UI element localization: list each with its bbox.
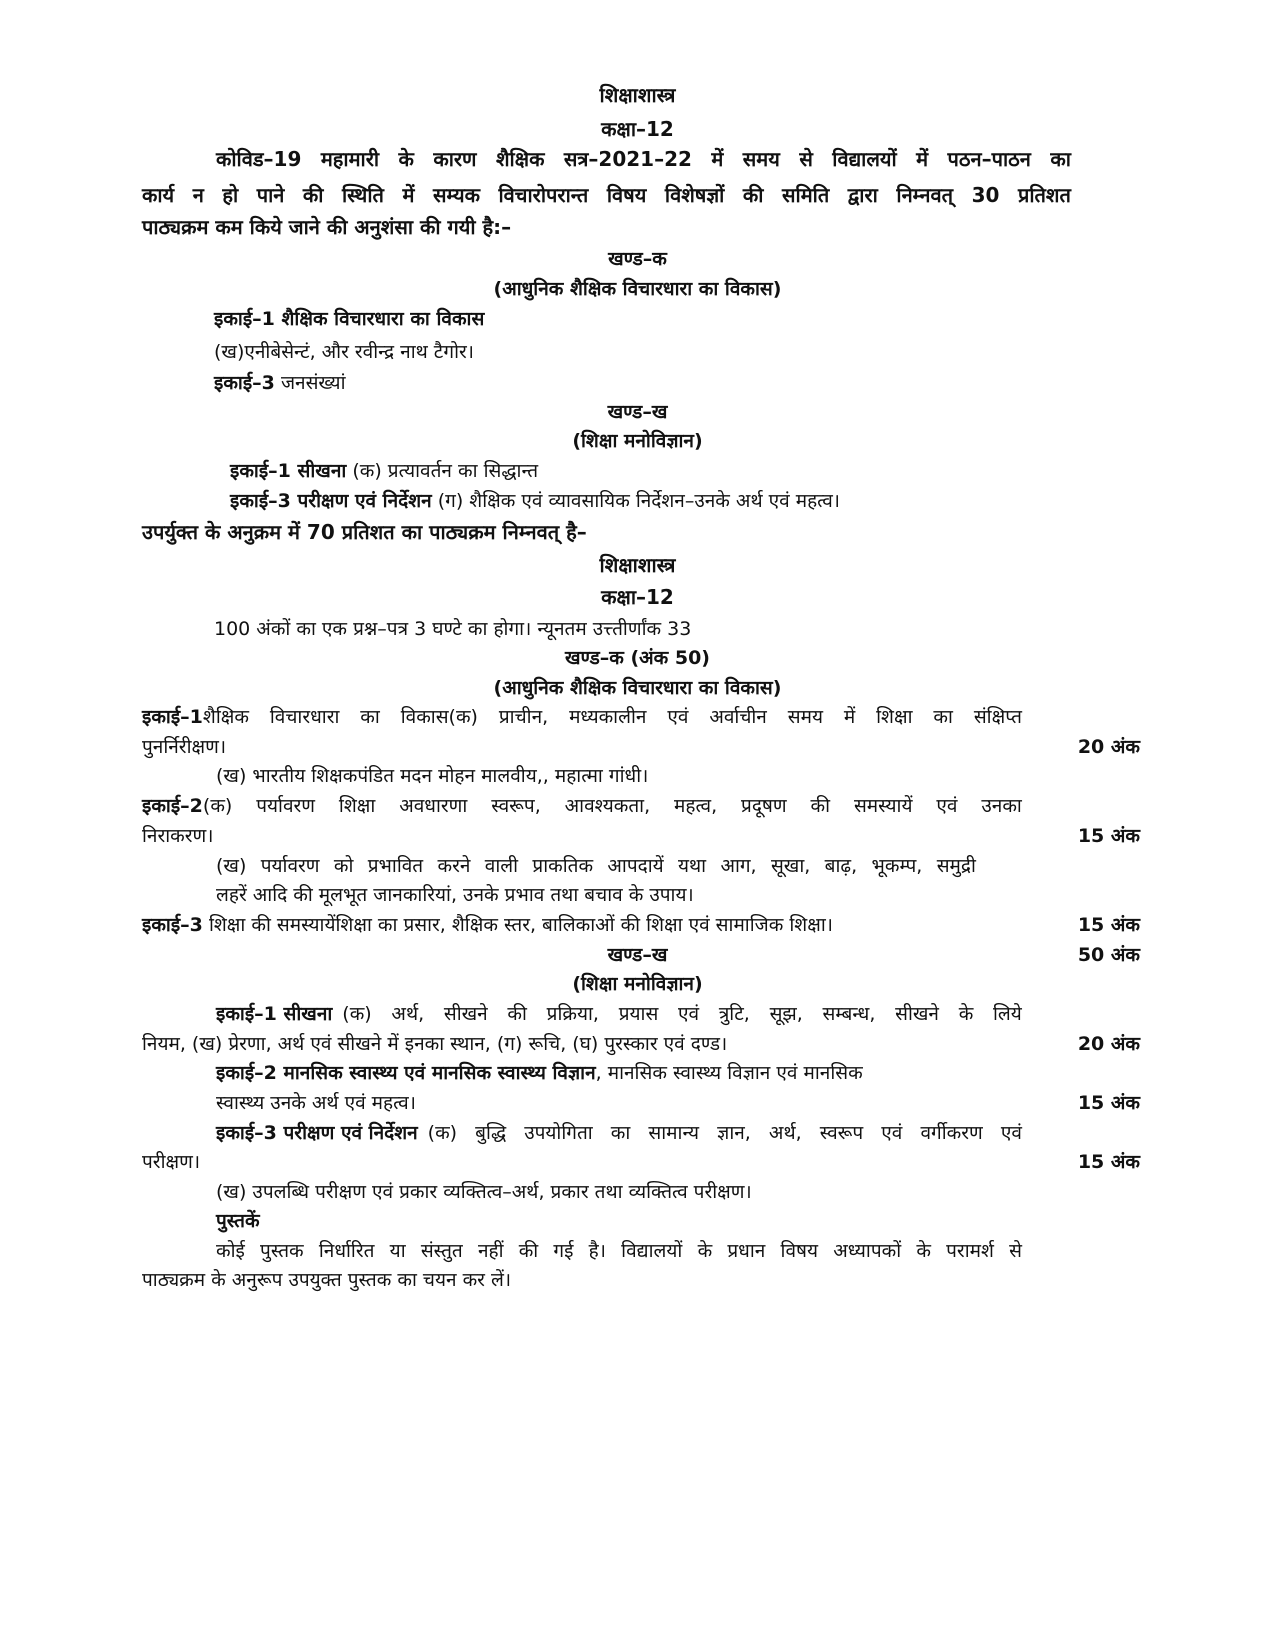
b-unit3-line-2: परीक्षण। (142, 1151, 201, 1173)
word: द्वारा (847, 183, 878, 207)
word: पाने (256, 183, 285, 207)
word: की (507, 1003, 527, 1025)
b-unit2-line-2: स्वास्थ्य उनके अर्थ एवं महत्व। (216, 1092, 416, 1114)
section-b-marks: 50 अंक (1077, 944, 1140, 966)
word: से (1009, 1240, 1022, 1262)
word: के (958, 1003, 974, 1025)
unit2-item-b-line-2: लहरें आदि की मूलभूत जानकारियां, उनके प्रभाव तथा बचाव के उपाय। (216, 884, 694, 906)
unit1-line-2: पुनर्निरीक्षण। (142, 736, 227, 758)
exam-info: 100 अंकों का एक प्रश्न–पत्र 3 घण्टे का होगा। न्यूनतम उत्त्तीर्णांक 33 (214, 618, 692, 640)
unit-label: इकाई–1 सीखना (230, 460, 347, 482)
word: हो (222, 183, 239, 207)
word: आपदायें (607, 855, 664, 877)
syllabus-section-a-subtitle: (आधुनिक शैक्षिक विचारधारा का विकास) (493, 677, 782, 699)
unit2-line-1 (142, 793, 1022, 819)
intro-line-2 (142, 182, 1071, 208)
word: कोई (216, 1240, 245, 1262)
word: समस्यायें (853, 795, 913, 817)
syllabus-section-b-title: खण्ड–ख (607, 944, 668, 966)
b-unit3-marks: 15 अंक (1077, 1151, 1140, 1173)
syllabus-class-title: कक्षा–12 (601, 585, 674, 609)
word: समय (787, 706, 823, 728)
word: बुद्धि (475, 1122, 507, 1144)
word: स्थिति (341, 183, 384, 207)
word: अर्वाचीन (709, 706, 767, 728)
word: सीखने (895, 1003, 939, 1025)
reduced-section-a-title: खण्ड–क (608, 248, 667, 270)
b-unit3-line-1 (216, 1120, 1022, 1146)
word: यथा (678, 855, 707, 877)
unit3-line (142, 912, 833, 938)
word: निम्नवत् (896, 183, 954, 207)
word: भूकम्प, (871, 855, 923, 877)
word: प्राकतिक (532, 855, 594, 877)
reduced-a-unit3 (214, 370, 346, 396)
word: लिये (993, 1003, 1022, 1025)
word: समिति (782, 183, 830, 207)
reduced-section-b-title: खण्ड–ख (607, 401, 668, 423)
word: कोविड–19 (216, 147, 302, 171)
intro-line-1 (216, 146, 1071, 172)
word: एवं (667, 706, 689, 728)
word: प्रक्रिया, (546, 1003, 599, 1025)
unit2-line-2: निराकरण। (142, 825, 214, 847)
word: अर्थ, (768, 1122, 802, 1144)
word: शिक्षा (876, 706, 913, 728)
unit-text: (ग) शैक्षिक एवं व्यावसायिक निर्देशन–उनके अर्थ एवं महत्व। (431, 490, 840, 512)
word: का (933, 706, 953, 728)
word: अध्यापकों (833, 1240, 902, 1262)
reduced-section-b-subtitle: (शिक्षा मनोविज्ञान) (572, 430, 703, 452)
word: विशेषज्ञों (664, 183, 725, 207)
reduced-b-unit1 (230, 458, 538, 484)
word: सूखा, (770, 855, 811, 877)
word: समुद्री (936, 855, 976, 877)
word: (क) (342, 1003, 372, 1025)
word: एवं (881, 1122, 903, 1144)
word: अर्थ, (391, 1003, 425, 1025)
unit-text (203, 704, 1022, 730)
word: है। (588, 1240, 606, 1262)
word: से (799, 147, 813, 171)
word: न (192, 183, 204, 207)
word: ज्ञान, (717, 1122, 751, 1144)
word: करने (437, 855, 471, 877)
word: की (742, 183, 764, 207)
word: समय (742, 147, 780, 171)
word: कारण (433, 147, 477, 171)
word: वर्गीकरण (920, 1122, 983, 1144)
word: की (302, 183, 324, 207)
word: पर्यावरण (260, 855, 320, 877)
unit-text (428, 1120, 1022, 1146)
b-unit2-marks: 15 अंक (1077, 1092, 1140, 1114)
b-unit1-line-2: नियम, (ख) प्रेरणा, अर्थ एवं सीखने में इनका स्थान, (ग) रूचि, (घ) पुरस्कार एवं दण्ड। (142, 1033, 728, 1055)
word: महामारी (320, 147, 380, 171)
unit-text: , मानसिक स्वास्थ्य विज्ञान एवं मानसिक (595, 1062, 863, 1084)
word: स्वरूप, (491, 795, 541, 817)
word: सम्यक (432, 183, 480, 207)
unit-label: इकाई–3 परीक्षण एवं निर्देशन (216, 1122, 418, 1144)
transition-line: उपर्युक्त के अनुक्रम में 70 प्रतिशत का पाठ्यक्रम निम्नवत् है– (142, 520, 587, 544)
unit2-marks: 15 अंक (1077, 825, 1140, 847)
unit3-marks: 15 अंक (1077, 914, 1140, 936)
unit1-marks: 20 अंक (1077, 736, 1140, 758)
word: में (916, 147, 929, 171)
word: विकास(क) (400, 706, 478, 728)
word: या (389, 1240, 406, 1262)
reduced-a-unit1-heading: इकाई–1 शैक्षिक विचारधारा का विकास (214, 308, 485, 330)
word: प्रधान (727, 1240, 766, 1262)
b-unit2-line-1 (216, 1060, 863, 1086)
word: उनका (981, 795, 1022, 817)
word: में (843, 706, 856, 728)
word: सत्र–2021–22 (563, 147, 692, 171)
intro-line-3: पाठ्यक्रम कम किये जाने की अनुशंसा की गयी है:– (142, 215, 512, 239)
word: आग, (720, 855, 757, 877)
word: का (360, 706, 380, 728)
word: निर्धारित (318, 1240, 375, 1262)
word: का (1050, 147, 1071, 171)
word: शैक्षिक (202, 706, 249, 728)
word: त्रुटि, (718, 1003, 750, 1025)
document-subject-title: शिक्षाशास्त्र (599, 83, 676, 107)
b-unit1-marks: 20 अंक (1077, 1033, 1140, 1055)
books-line-1 (216, 1238, 1022, 1264)
word: शिक्षा (338, 795, 376, 817)
b-unit3-item-b: (ख) उपलब्धि परीक्षण एवं प्रकार व्यक्तित्व–अर्थ, प्रकार तथा व्यक्तित्व परीक्षण। (216, 1181, 752, 1203)
unit1-line-1 (142, 704, 1022, 730)
word: सामान्य (648, 1122, 700, 1144)
document-class-title: कक्षा–12 (601, 117, 674, 141)
word: प्रदूषण (741, 795, 787, 817)
word: सम्बन्ध, (822, 1003, 876, 1025)
books-heading: पुस्तकें (216, 1210, 260, 1232)
word: के (697, 1240, 713, 1262)
word: के (916, 1240, 931, 1262)
word: परामर्श (946, 1240, 994, 1262)
reduced-b-unit3 (230, 488, 840, 514)
word: एवं (1000, 1122, 1022, 1144)
word: पर्यावरण (256, 795, 316, 817)
unit-text (342, 1001, 1022, 1027)
unit-text (203, 793, 1022, 819)
word: विषय (780, 1240, 819, 1262)
word: विद्यालयों (621, 1240, 683, 1262)
word: को (333, 855, 354, 877)
word: बाढ़, (824, 855, 858, 877)
word: प्रतिशत (1017, 183, 1071, 207)
word: एवं (936, 795, 958, 817)
word: (क) (427, 1122, 458, 1144)
reduced-a-unit1-item: (ख)एनीबेसेन्टं, और रवीन्द्र नाथ टैगोर। (214, 341, 474, 363)
unit-label: इकाई–1 (142, 706, 203, 728)
word: प्रभावित (367, 855, 424, 877)
word: का (610, 1122, 631, 1144)
word: महत्व, (674, 795, 718, 817)
word: आवश्यकता, (564, 795, 651, 817)
reduced-section-a-subtitle: (आधुनिक शैक्षिक विचारधारा का विकास) (493, 278, 782, 300)
unit2-item-b-line-1 (216, 853, 976, 879)
word: विचारधारा (269, 706, 340, 728)
word: प्राचीन, (498, 706, 549, 728)
word: सीखने (443, 1003, 488, 1025)
unit1-item-b: (ख) भारतीय शिक्षकपंडित मदन मोहन मालवीय,, महात्मा गांधी। (216, 765, 649, 787)
word: में (711, 147, 724, 171)
syllabus-subject-title: शिक्षाशास्त्र (599, 553, 676, 577)
word: नहीं (477, 1240, 504, 1262)
books-line-2: पाठ्यक्रम के अनुरूप उपयुक्त पुस्तक का चयन कर लें। (142, 1269, 512, 1291)
word: में (402, 183, 415, 207)
word: उपयोगिता (524, 1122, 593, 1144)
word: विषय (606, 183, 647, 207)
word: (ख) (216, 855, 247, 877)
b-unit1-line-1 (216, 1001, 1022, 1027)
word: पठन–पाठन (947, 147, 1031, 171)
word: की (810, 795, 831, 817)
unit-label: इकाई–2 (142, 795, 203, 817)
word: संस्तुत (420, 1240, 463, 1262)
word: के (398, 147, 414, 171)
word: मध्यकालीन (569, 706, 647, 728)
unit-text: शिक्षा की समस्यायेंशिक्षा का प्रसार, शैक्षिक स्तर, बालिकाओं की शिक्षा एवं सामाजिक शिक्षा। (202, 914, 833, 936)
word: विद्यालयों (832, 147, 897, 171)
syllabus-section-a-title: खण्ड–क (अंक 50) (565, 647, 710, 669)
word: विचारोपरान्त (498, 183, 589, 207)
unit-label: इकाई–2 मानसिक स्वास्थ्य एवं मानसिक स्वास्थ्य विज्ञान (216, 1062, 596, 1084)
unit-label: इकाई–3 (214, 372, 275, 394)
word: एवं (678, 1003, 700, 1025)
word: संक्षिप्त (973, 706, 1022, 728)
word: पुस्तक (260, 1240, 304, 1262)
word: गई (553, 1240, 574, 1262)
word: अवधारणा (399, 795, 468, 817)
unit-label: इकाई–3 (142, 914, 203, 936)
unit-text: जनसंख्यां (274, 372, 346, 394)
unit-label: इकाई–1 सीखना (216, 1003, 333, 1025)
word: प्रयास (618, 1003, 659, 1025)
word: सूझ, (769, 1003, 803, 1025)
word: वाली (484, 855, 519, 877)
word: कार्य (142, 183, 175, 207)
unit-text: (क) प्रत्यावर्तन का सिद्धान्त (346, 460, 539, 482)
word: शैक्षिक (495, 147, 545, 171)
word: स्वरूप (819, 1122, 864, 1144)
word: 30 (971, 183, 1000, 207)
word: (क) (202, 795, 233, 817)
unit-label: इकाई–3 परीक्षण एवं निर्देशन (230, 490, 432, 512)
syllabus-section-b-subtitle: (शिक्षा मनोविज्ञान) (572, 973, 703, 995)
word: की (518, 1240, 539, 1262)
